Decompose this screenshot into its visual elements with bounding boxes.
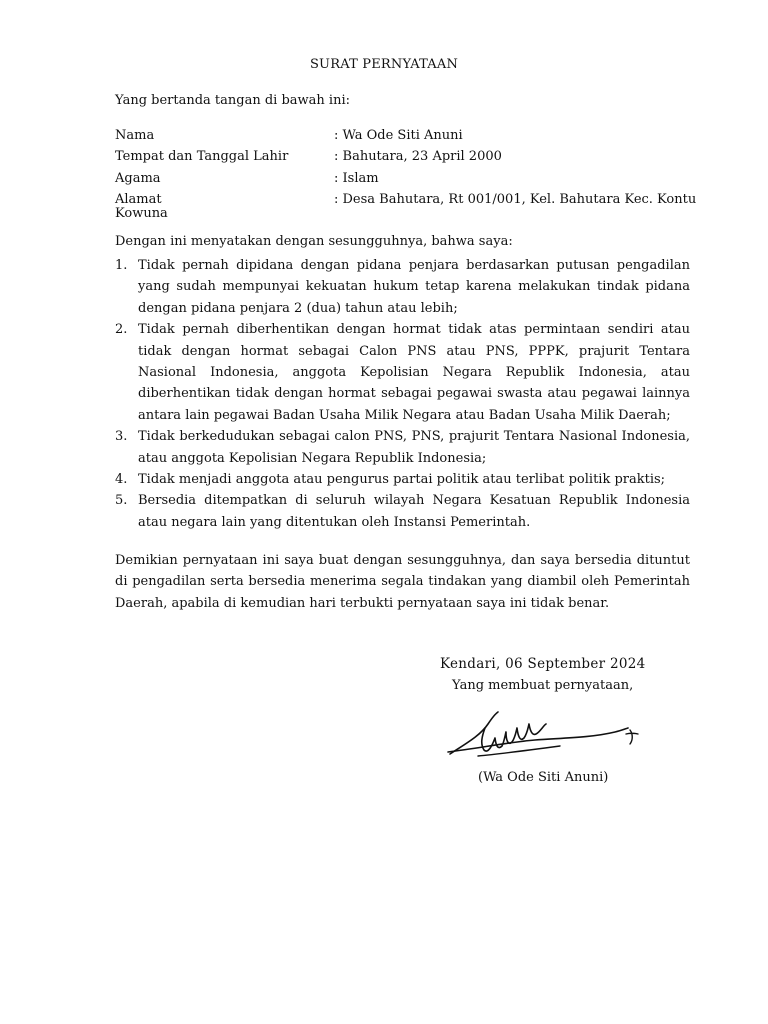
closing-paragraph: Demikian pernyataan ini saya buat dengan sesungguhnya, dan saya bersedia dituntut di pengadilan serta bersedia menerima segala tindakan yang diambil oleh Pemerintah Daerah, apabila di kemudian hari terbukti pernyataan saya ini tidak benar. (115, 553, 690, 611)
identity-label: Agama (115, 171, 161, 186)
document-title: SURAT PERNYATAAN (309, 57, 459, 72)
identity-label: Tempat dan Tanggal Lahir (115, 149, 289, 164)
identity-label: Alamat (115, 192, 162, 207)
list-item (115, 490, 690, 533)
item-text: Tidak pernah dipidana dengan pidana penjara berdasarkan putusan pengadilan yang sudah mempunyai kekuatan hukum tetap karena melakukan tindak pidana dengan pidana penjara 2 (dua) tahun atau lebih; (138, 258, 690, 316)
identity-value: : Wa Ode Siti Anuni (334, 128, 463, 143)
place-date: Kendari, 06 September 2024 (440, 656, 646, 672)
identity-label: Nama (115, 128, 155, 143)
identity-value: : Islam (334, 171, 379, 186)
identity-value: : Desa Bahutara, Rt 001/001, Kel. Bahutara Kec. Kontu (334, 192, 697, 207)
item-number: 2. (115, 322, 128, 338)
signature-image (440, 706, 645, 766)
item-number: 3. (115, 429, 128, 445)
list-item (115, 469, 690, 490)
item-number: 4. (115, 472, 128, 488)
list-item (115, 426, 690, 469)
item-text: Tidak menjadi anggota atau pengurus partai politik atau terlibat politik praktis; (138, 472, 666, 488)
maker-label: Yang membuat pernyataan, (452, 678, 634, 693)
item-text: Tidak berkedudukan sebagai calon PNS, PNS, prajurit Tentara Nasional Indonesia, atau anggota Kepolisian Negara Republik Indonesia; (138, 429, 690, 466)
list-item (115, 319, 690, 426)
item-text: Bersedia ditempatkan di seluruh wilayah Negara Kesatuan Republik Indonesia atau negara lain yang ditentukan oleh Instansi Pemerintah. (138, 493, 690, 530)
declaration-intro: Dengan ini menyatakan dengan sesungguhnya, bahwa saya: (115, 234, 513, 249)
identity-value: : Bahutara, 23 April 2000 (334, 149, 502, 164)
signer-name: (Wa Ode Siti Anuni) (478, 770, 609, 785)
item-number: 5. (115, 493, 128, 509)
list-item (115, 255, 690, 319)
item-number: 1. (115, 258, 128, 273)
item-text: Tidak pernah diberhentikan dengan hormat tidak atas permintaan sendiri atau tidak dengan hormat sebagai Calon PNS atau PNS, PPPK, prajurit Tentara Nasional Indonesia, anggota Kepolisian Negara Republik Indonesia, atau diberhentikan tidak dengan hormat sebagai pegawai swasta atau pegawai lainnya antara lain pegawai Badan Usaha Milik Negara atau Badan Usaha Milik Daerah; (138, 322, 690, 423)
statement-list (115, 255, 690, 533)
intro-text: Yang bertanda tangan di bawah ini: (115, 93, 350, 108)
address-continuation-text: Kowuna (115, 206, 168, 221)
